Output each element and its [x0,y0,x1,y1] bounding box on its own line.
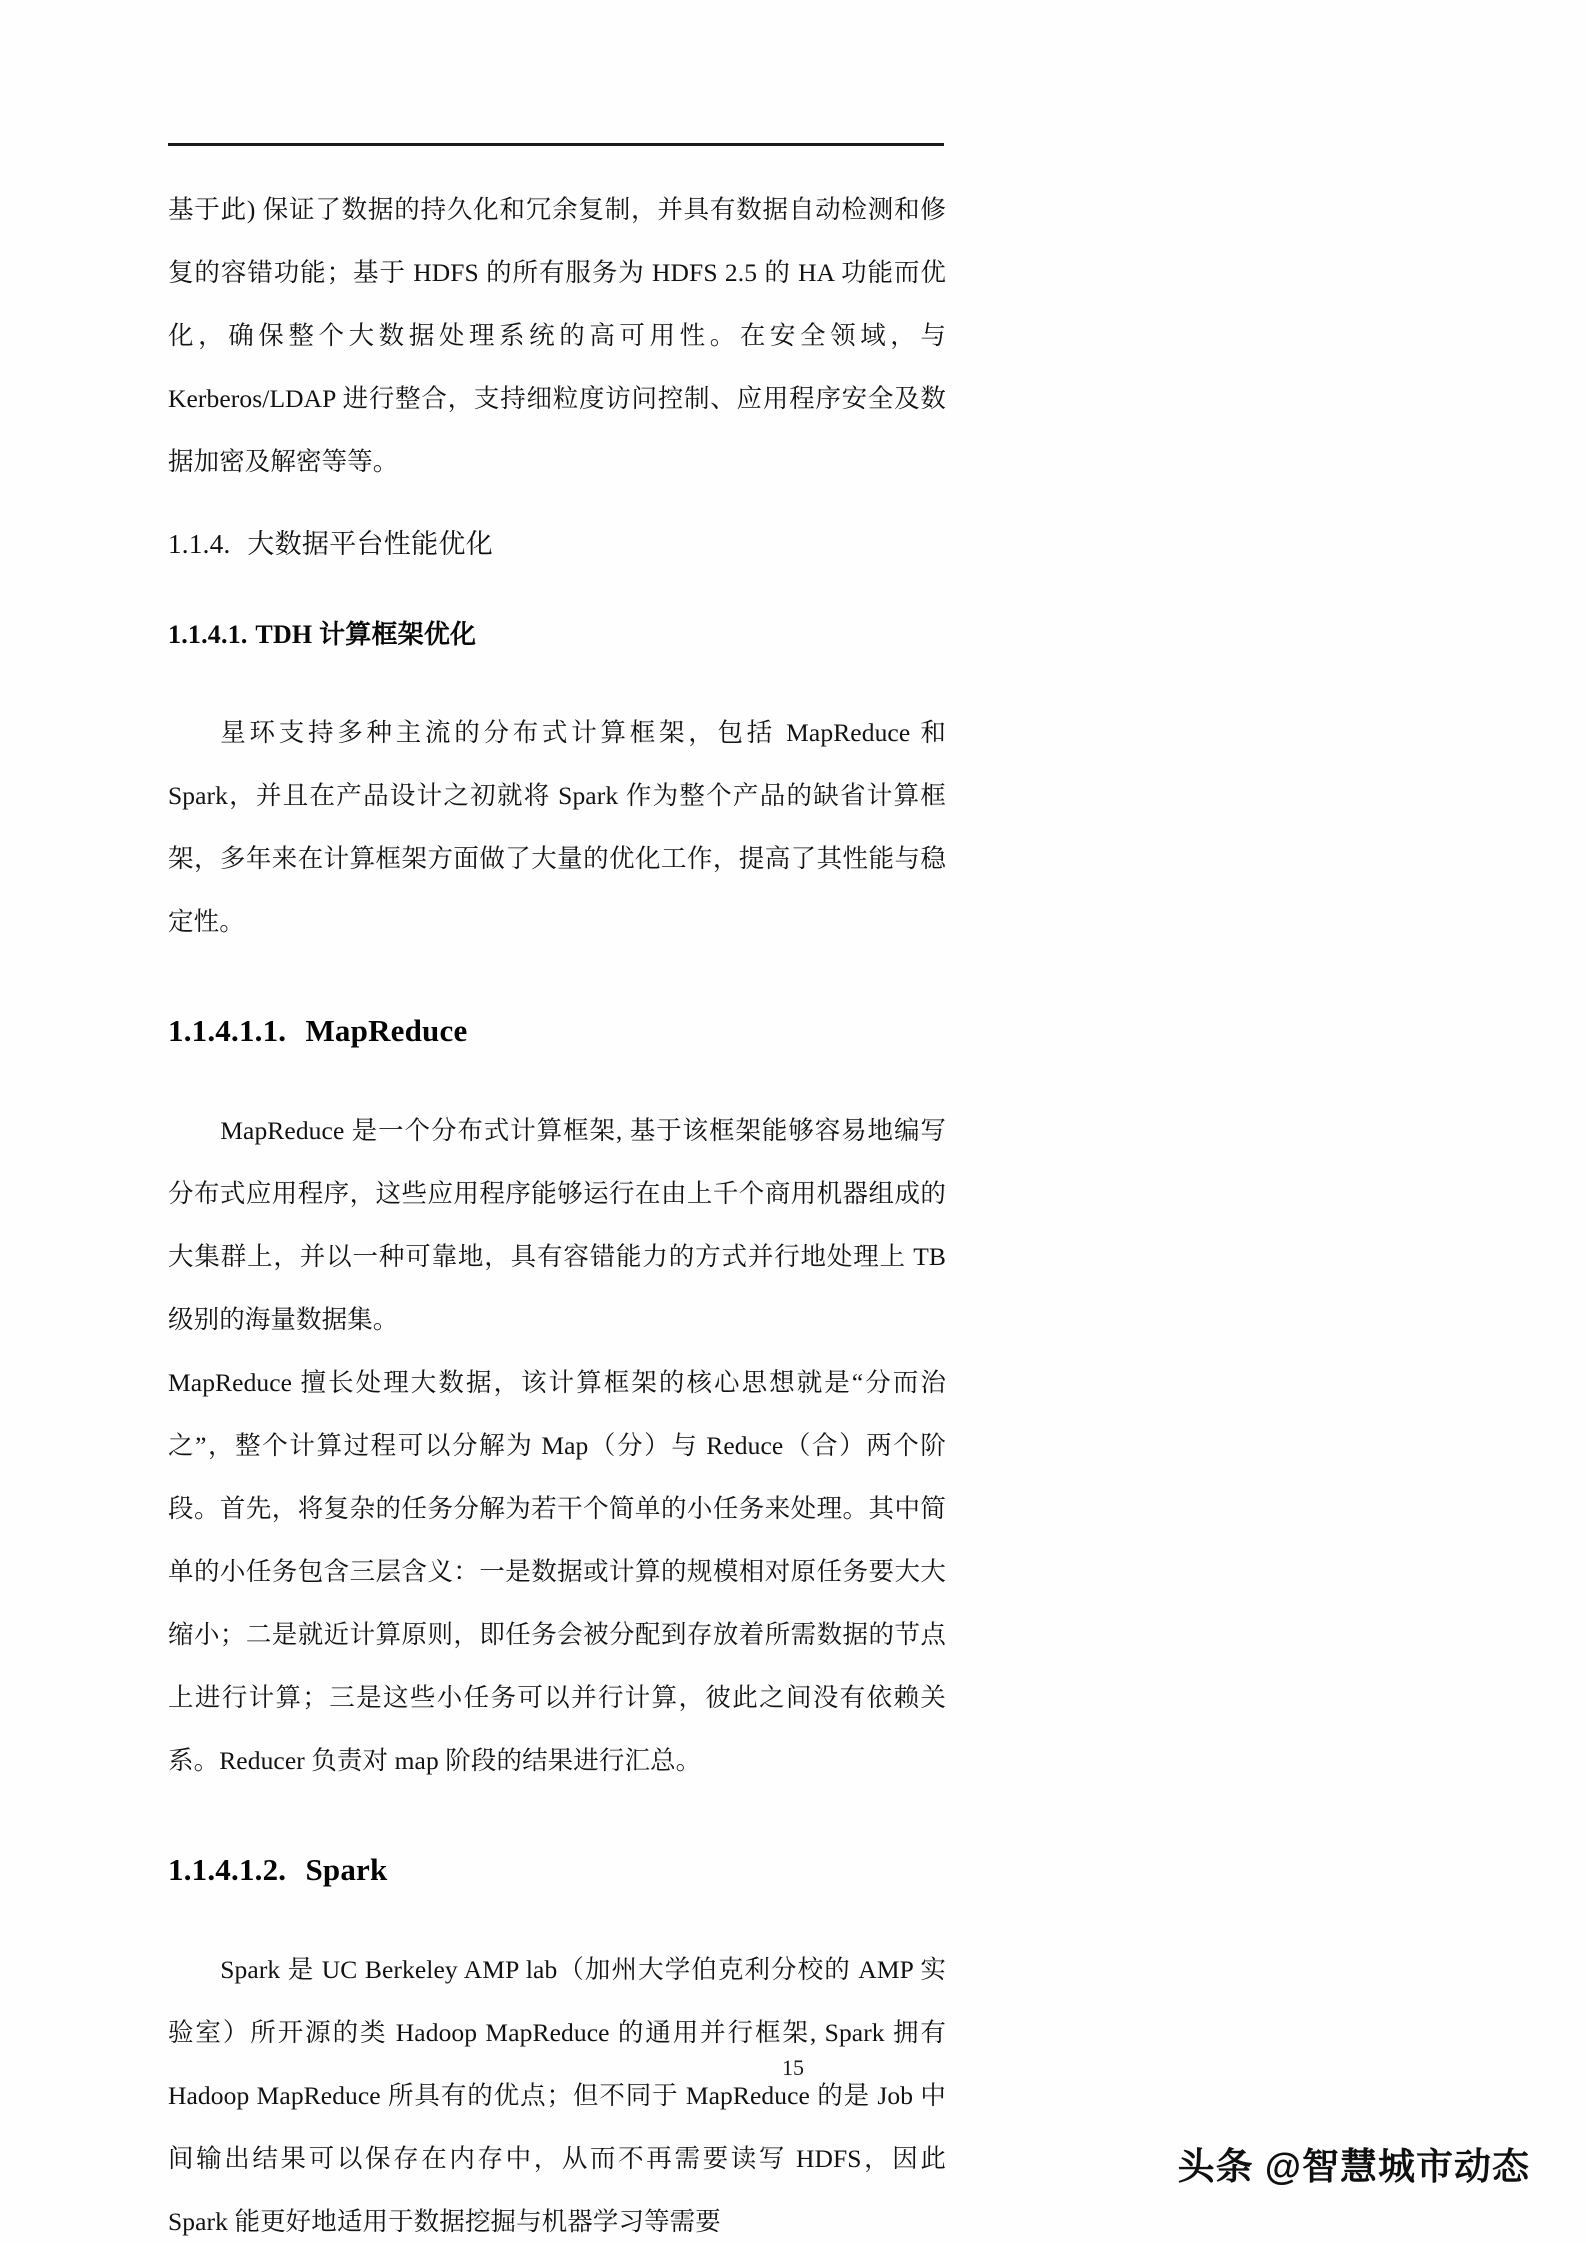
page-number: 15 [782,2055,804,2080]
spacer [168,569,946,611]
heading-1-1-4-1-1-number: 1.1.4.1.1. [168,1013,287,1048]
heading-1-1-4-1-1-title: MapReduce [305,1013,468,1048]
heading-1-1-4-1-title: TDH 计算框架优化 [255,620,477,649]
heading-1-1-4-1-2-title: Spark [305,1852,388,1887]
paragraph-mapreduce-1: MapReduce 是一个分布式计算框架, 基于该框架能够容易地编写分布式应用程序，这些应用程序能够运行在由上千个商用机器组成的大集群上，并以一种可靠地，具有容错能力的方式并行地处理上 TB 级别的海量数据集。 [168,1116,946,1334]
heading-1-1-4-1-1 [168,1005,946,1057]
spacer [168,493,946,519]
spacer [168,1057,946,1099]
heading-1-1-4-1-2-number: 1.1.4.1.2. [168,1852,287,1887]
paragraph-mapreduce-2: MapReduce 擅长处理大数据，该计算框架的核心思想就是“分而治之”，整个计算过程可以分解为 Map（分）与 Reduce（合）两个阶段。首先，将复杂的任务分解为若干个简单的小任务来处理。其中简单的小任务包含三层含义：一是数据或计算的规模相对原任务要大大缩小；二是就近计算原则，即任务会被分配到存放着所需数据的节点上进行计算；三是这些小任务可以并行计算，彼此之间没有依赖关系。Reducer 负责对 map 阶段的结果进行汇总。 [168,1368,946,1775]
heading-1-1-4 [168,519,946,569]
heading-1-1-4-number: 1.1.4. [168,529,231,559]
page-content [168,178,946,2253]
paragraph-tdh: 星环支持多种主流的分布式计算框架，包括 MapReduce 和 Spark，并且在产品设计之初就将 Spark 作为整个产品的缺省计算框架，多年来在计算框架方面做了大量的优化工作，提高了其性能与稳定性。 [168,718,946,936]
spacer [168,1896,946,1938]
heading-1-1-4-title: 大数据平台性能优化 [247,529,493,559]
paragraph-intro: 基于此) 保证了数据的持久化和冗余复制，并具有数据自动检测和修复的容错功能；基于 HDFS 的所有服务为 HDFS 2.5 的 HA 功能而优化，确保整个大数据处理系统的高可用性。在安全领域，与 Kerberos/LDAP 进行整合，支持细粒度访问控制、应用程序安全及数据加密及解密等等。 [168,195,946,476]
heading-1-1-4-1-2 [168,1844,946,1896]
heading-1-1-4-1 [168,611,946,659]
watermark: 头条 @智慧城市动态 [1177,2146,1530,2187]
spacer [168,1792,946,1844]
heading-1-1-4-1-number: 1.1.4.1. [168,620,248,649]
paragraph-spark-1: Spark 是 UC Berkeley AMP lab（加州大学伯克利分校的 AMP 实验室）所开源的类 Hadoop MapReduce 的通用并行框架, Spark 拥有 Hadoop MapReduce 所具有的优点；但不同于 MapReduce 的是 Job 中间输出结果可以保存在内存中，从而不再需要读写 HDFS，因此 Spark 能更好地适用于数据挖掘与机器学习等需要 [168,1955,946,2236]
spacer [168,659,946,701]
header-rule [168,143,944,146]
spacer [168,953,946,1005]
